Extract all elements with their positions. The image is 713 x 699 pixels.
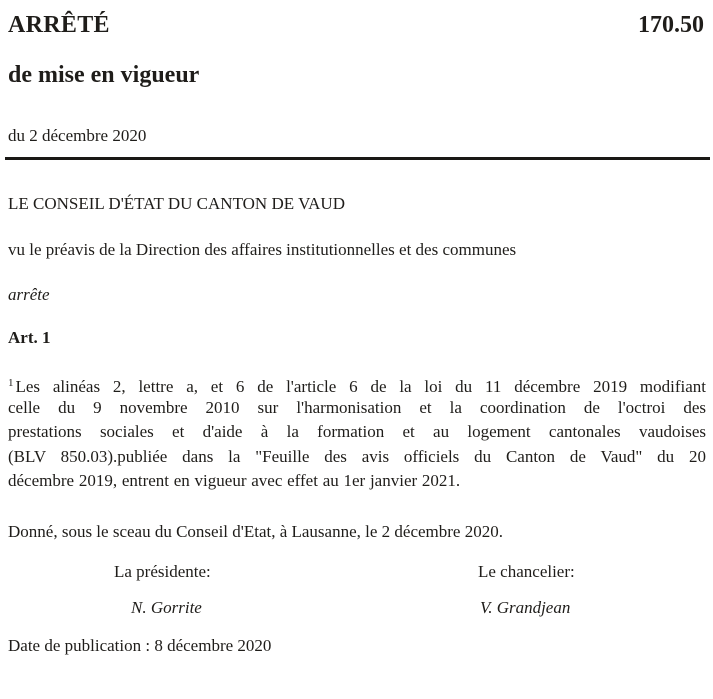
header-divider [5,157,710,160]
decree-verb: arrête [8,285,50,304]
paragraph-line [8,371,706,396]
document-date: du 2 décembre 2020 [8,126,147,145]
president-role: La présidente: [114,562,211,581]
chancellor-name: V. Grandjean [480,598,571,617]
paragraph-line: (BLV 850.03).publiée dans la "Feuille des avis officiels du Canton de Vaud" du 20 [8,446,706,466]
document-number: 170.50 [638,12,704,38]
article-paragraph [8,371,706,494]
president-name: N. Gorrite [131,598,202,617]
preamble-text: vu le préavis de la Direction des affaires institutionnelles et des communes [8,240,517,259]
article-heading: Art. 1 [8,328,51,347]
document-title: ARRÊTÉ [8,12,110,38]
paragraph-line: prestations sociales et d'aide à la formation et au logement cantonales vaudoises [8,422,706,441]
given-statement: Donné, sous le sceau du Conseil d'Etat, à Lausanne, le 2 décembre 2020. [8,522,503,541]
paragraph-line: décembre 2019, entrent en vigueur avec effet au 1er janvier 2021. [8,471,461,490]
document-subtitle: de mise en vigueur [8,62,200,88]
issuing-authority: LE CONSEIL D'ÉTAT DU CANTON DE VAUD [8,194,345,213]
publication-date: Date de publication : 8 décembre 2020 [8,636,272,655]
paragraph-number: 1 [8,377,14,389]
chancellor-role: Le chancelier: [478,562,575,581]
paragraph-line-text: Les alinéas 2, lettre a, et 6 de l'article 6 de la loi du 11 décembre 2019 modifiant [15,377,706,396]
paragraph-line: celle du 9 novembre 2010 sur l'harmonisation et la coordination de l'octroi des [8,397,706,417]
